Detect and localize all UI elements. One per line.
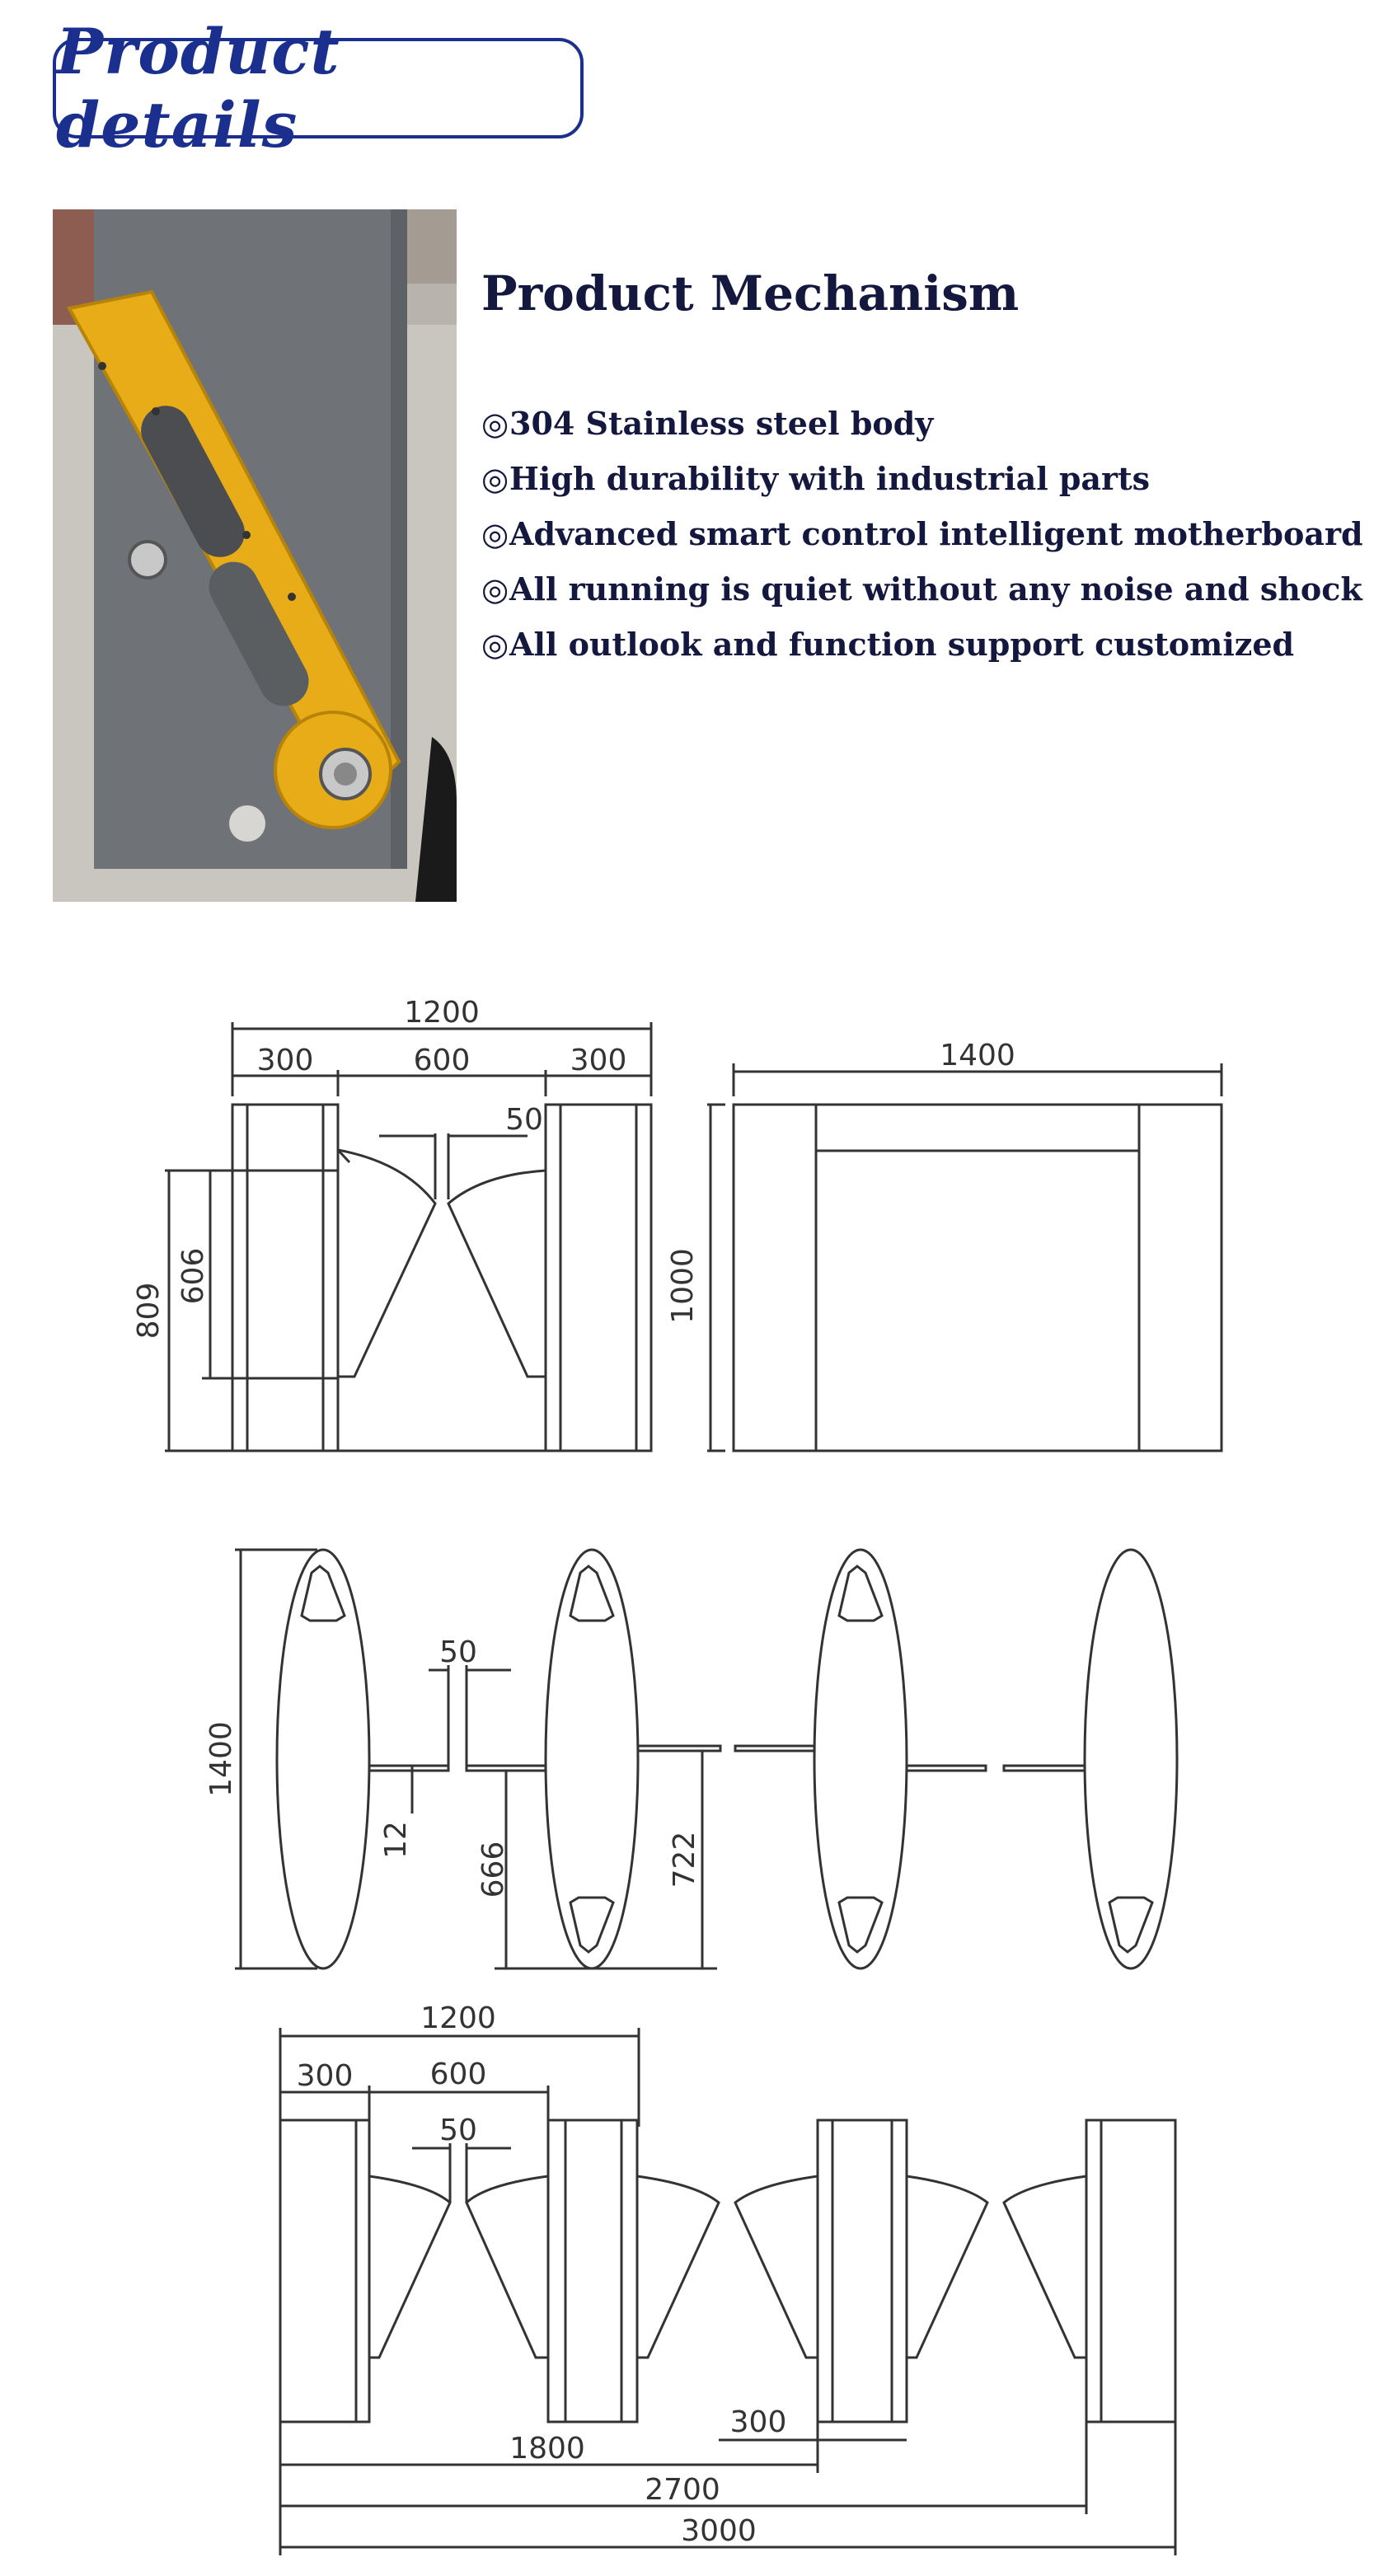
layout-span-3000-label: 3000 — [681, 2514, 757, 2548]
layout-gap-label: 50 — [439, 2114, 477, 2147]
feature-item — [481, 561, 1363, 617]
bullet-icon: ◎ — [481, 515, 509, 552]
technical-drawing — [0, 948, 1374, 2576]
front-passage-label: 600 — [413, 1044, 471, 1077]
side-view — [707, 1063, 1222, 1451]
flap-mechanism-photo — [53, 209, 457, 902]
top-flap-axis-b-label: 722 — [668, 1831, 701, 1889]
layout-passage-label: 600 — [429, 2058, 487, 2091]
front-cabinet-left-label: 300 — [256, 1044, 314, 1077]
layout-view — [280, 2028, 1175, 2555]
feature-text: All outlook and function support customized — [509, 626, 1295, 663]
top-view — [235, 1550, 1177, 1968]
feature-text: High durability with industrial parts — [509, 460, 1151, 497]
layout-cabinet-label: 300 — [296, 2059, 354, 2093]
front-flap-height-label: 606 — [176, 1247, 210, 1305]
bullet-icon: ◎ — [481, 460, 509, 497]
front-cabinet-right-label: 300 — [570, 1044, 627, 1077]
bullet-icon: ◎ — [481, 405, 509, 442]
mechanism-title: Product Mechanism — [481, 265, 1020, 321]
side-length-label: 1400 — [940, 1039, 1015, 1072]
feature-item — [481, 506, 1363, 561]
front-cabinet-height-label: 809 — [132, 1282, 166, 1340]
top-flap-thickness-label: 12 — [379, 1821, 413, 1859]
front-view — [165, 1022, 651, 1451]
product-details-header — [53, 15, 584, 162]
top-gap-label: 50 — [439, 1635, 477, 1669]
front-total-width-label: 1200 — [404, 996, 480, 1030]
flap-barrier-arm-photo-icon — [53, 209, 457, 902]
page-title: Product details — [56, 15, 340, 162]
side-height-label: 1000 — [666, 1248, 700, 1324]
feature-item — [481, 396, 1363, 451]
layout-unit-width-label: 1200 — [420, 2001, 496, 2035]
layout-span-1800-label: 1800 — [509, 2432, 585, 2466]
bullet-icon: ◎ — [481, 570, 509, 608]
top-flap-axis-a-label: 666 — [476, 1841, 510, 1898]
top-length-label: 1400 — [204, 1721, 238, 1797]
front-flap-gap-label: 50 — [505, 1103, 543, 1137]
feature-text: Advanced smart control intelligent motherboard — [509, 515, 1363, 552]
feature-item — [481, 617, 1363, 672]
feature-item — [481, 451, 1363, 506]
feature-text: 304 Stainless steel body — [509, 405, 934, 442]
layout-center-cabinet-label: 300 — [729, 2405, 787, 2439]
feature-text: All running is quiet without any noise and shock — [509, 570, 1362, 608]
feature-list — [481, 396, 1363, 672]
bullet-icon: ◎ — [481, 626, 509, 663]
layout-span-2700-label: 2700 — [645, 2473, 720, 2507]
